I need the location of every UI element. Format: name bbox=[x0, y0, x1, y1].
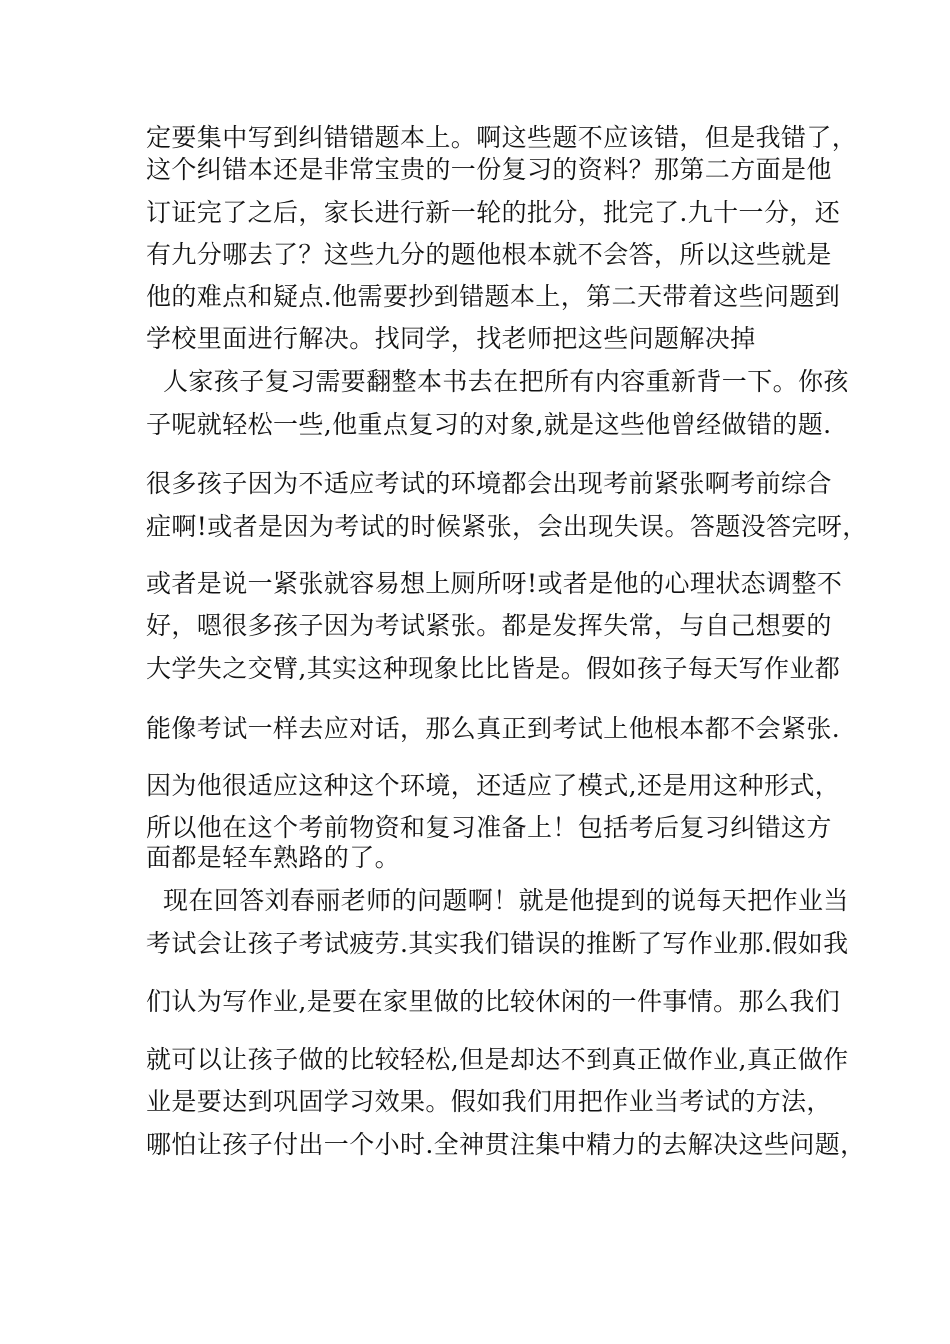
text-line: 很多孩子因为不适应考试的环境都会出现考前紧张啊考前综合 bbox=[146, 469, 832, 498]
text-line: 订证完了之后，家长进行新一轮的批分，批完了.九十一分，还 bbox=[146, 198, 841, 227]
text-line: 好，嗯很多孩子因为考试紧张。都是发挥失常，与自己想要的 bbox=[146, 611, 832, 640]
text-line: 业是要达到巩固学习效果。假如我们用把作业当考试的方法， bbox=[146, 1087, 832, 1116]
text-line: 子呢就轻松一些,他重点复习的对象,就是这些他曾经做错的题. bbox=[146, 410, 832, 439]
text-line: 面都是轻车熟路的了。 bbox=[146, 843, 401, 872]
text-line: 这个纠错本还是非常宝贵的一份复习的资料？那第二方面是他 bbox=[146, 155, 832, 184]
text-line: 就可以让孩子做的比较轻松,但是却达不到真正做作业,真正做作 bbox=[146, 1045, 849, 1074]
text-line: 他的难点和疑点.他需要抄到错题本上，第二天带着这些问题到 bbox=[146, 282, 841, 311]
text-line: 因为他很适应这种这个环境，还适应了模式,还是用这种形式， bbox=[146, 771, 841, 800]
text-line: 人家孩子复习需要翻整本书去在把所有内容重新背一下。你孩 bbox=[163, 367, 849, 396]
text-line: 能像考试一样去应对话，那么真正到考试上他根本都不会紧张. bbox=[146, 714, 841, 743]
text-line: 考试会让孩子考试疲劳.其实我们错误的推断了写作业那.假如我 bbox=[146, 929, 849, 958]
text-line: 或者是说一紧张就容易想上厕所呀!或者是他的心理状态调整不 bbox=[146, 569, 843, 598]
text-line: 所以他在这个考前物资和复习准备上！包括考后复习纠错这方 bbox=[146, 813, 832, 842]
text-line: 现在回答刘春丽老师的问题啊！就是他提到的说每天把作业当 bbox=[163, 886, 849, 915]
text-line: 大学失之交臂,其实这种现象比比皆是。假如孩子每天写作业都 bbox=[146, 654, 841, 683]
text-line: 们认为写作业,是要在家里做的比较休闲的一件事情。那么我们 bbox=[146, 987, 841, 1016]
text-line: 有九分哪去了？这些九分的题他根本就不会答，所以这些就是 bbox=[146, 240, 832, 269]
text-line: 症啊!或者是因为考试的时候紧张，会出现失误。答题没答完呀， bbox=[146, 512, 868, 541]
text-line: 定要集中写到纠错错题本上。啊这些题不应该错，但是我错了， bbox=[146, 123, 858, 152]
text-line: 哪怕让孩子付出一个小时.全神贯注集中精力的去解决这些问题， bbox=[146, 1130, 866, 1159]
text-line: 学校里面进行解决。找同学，找老师把这些问题解决掉 bbox=[146, 324, 756, 353]
